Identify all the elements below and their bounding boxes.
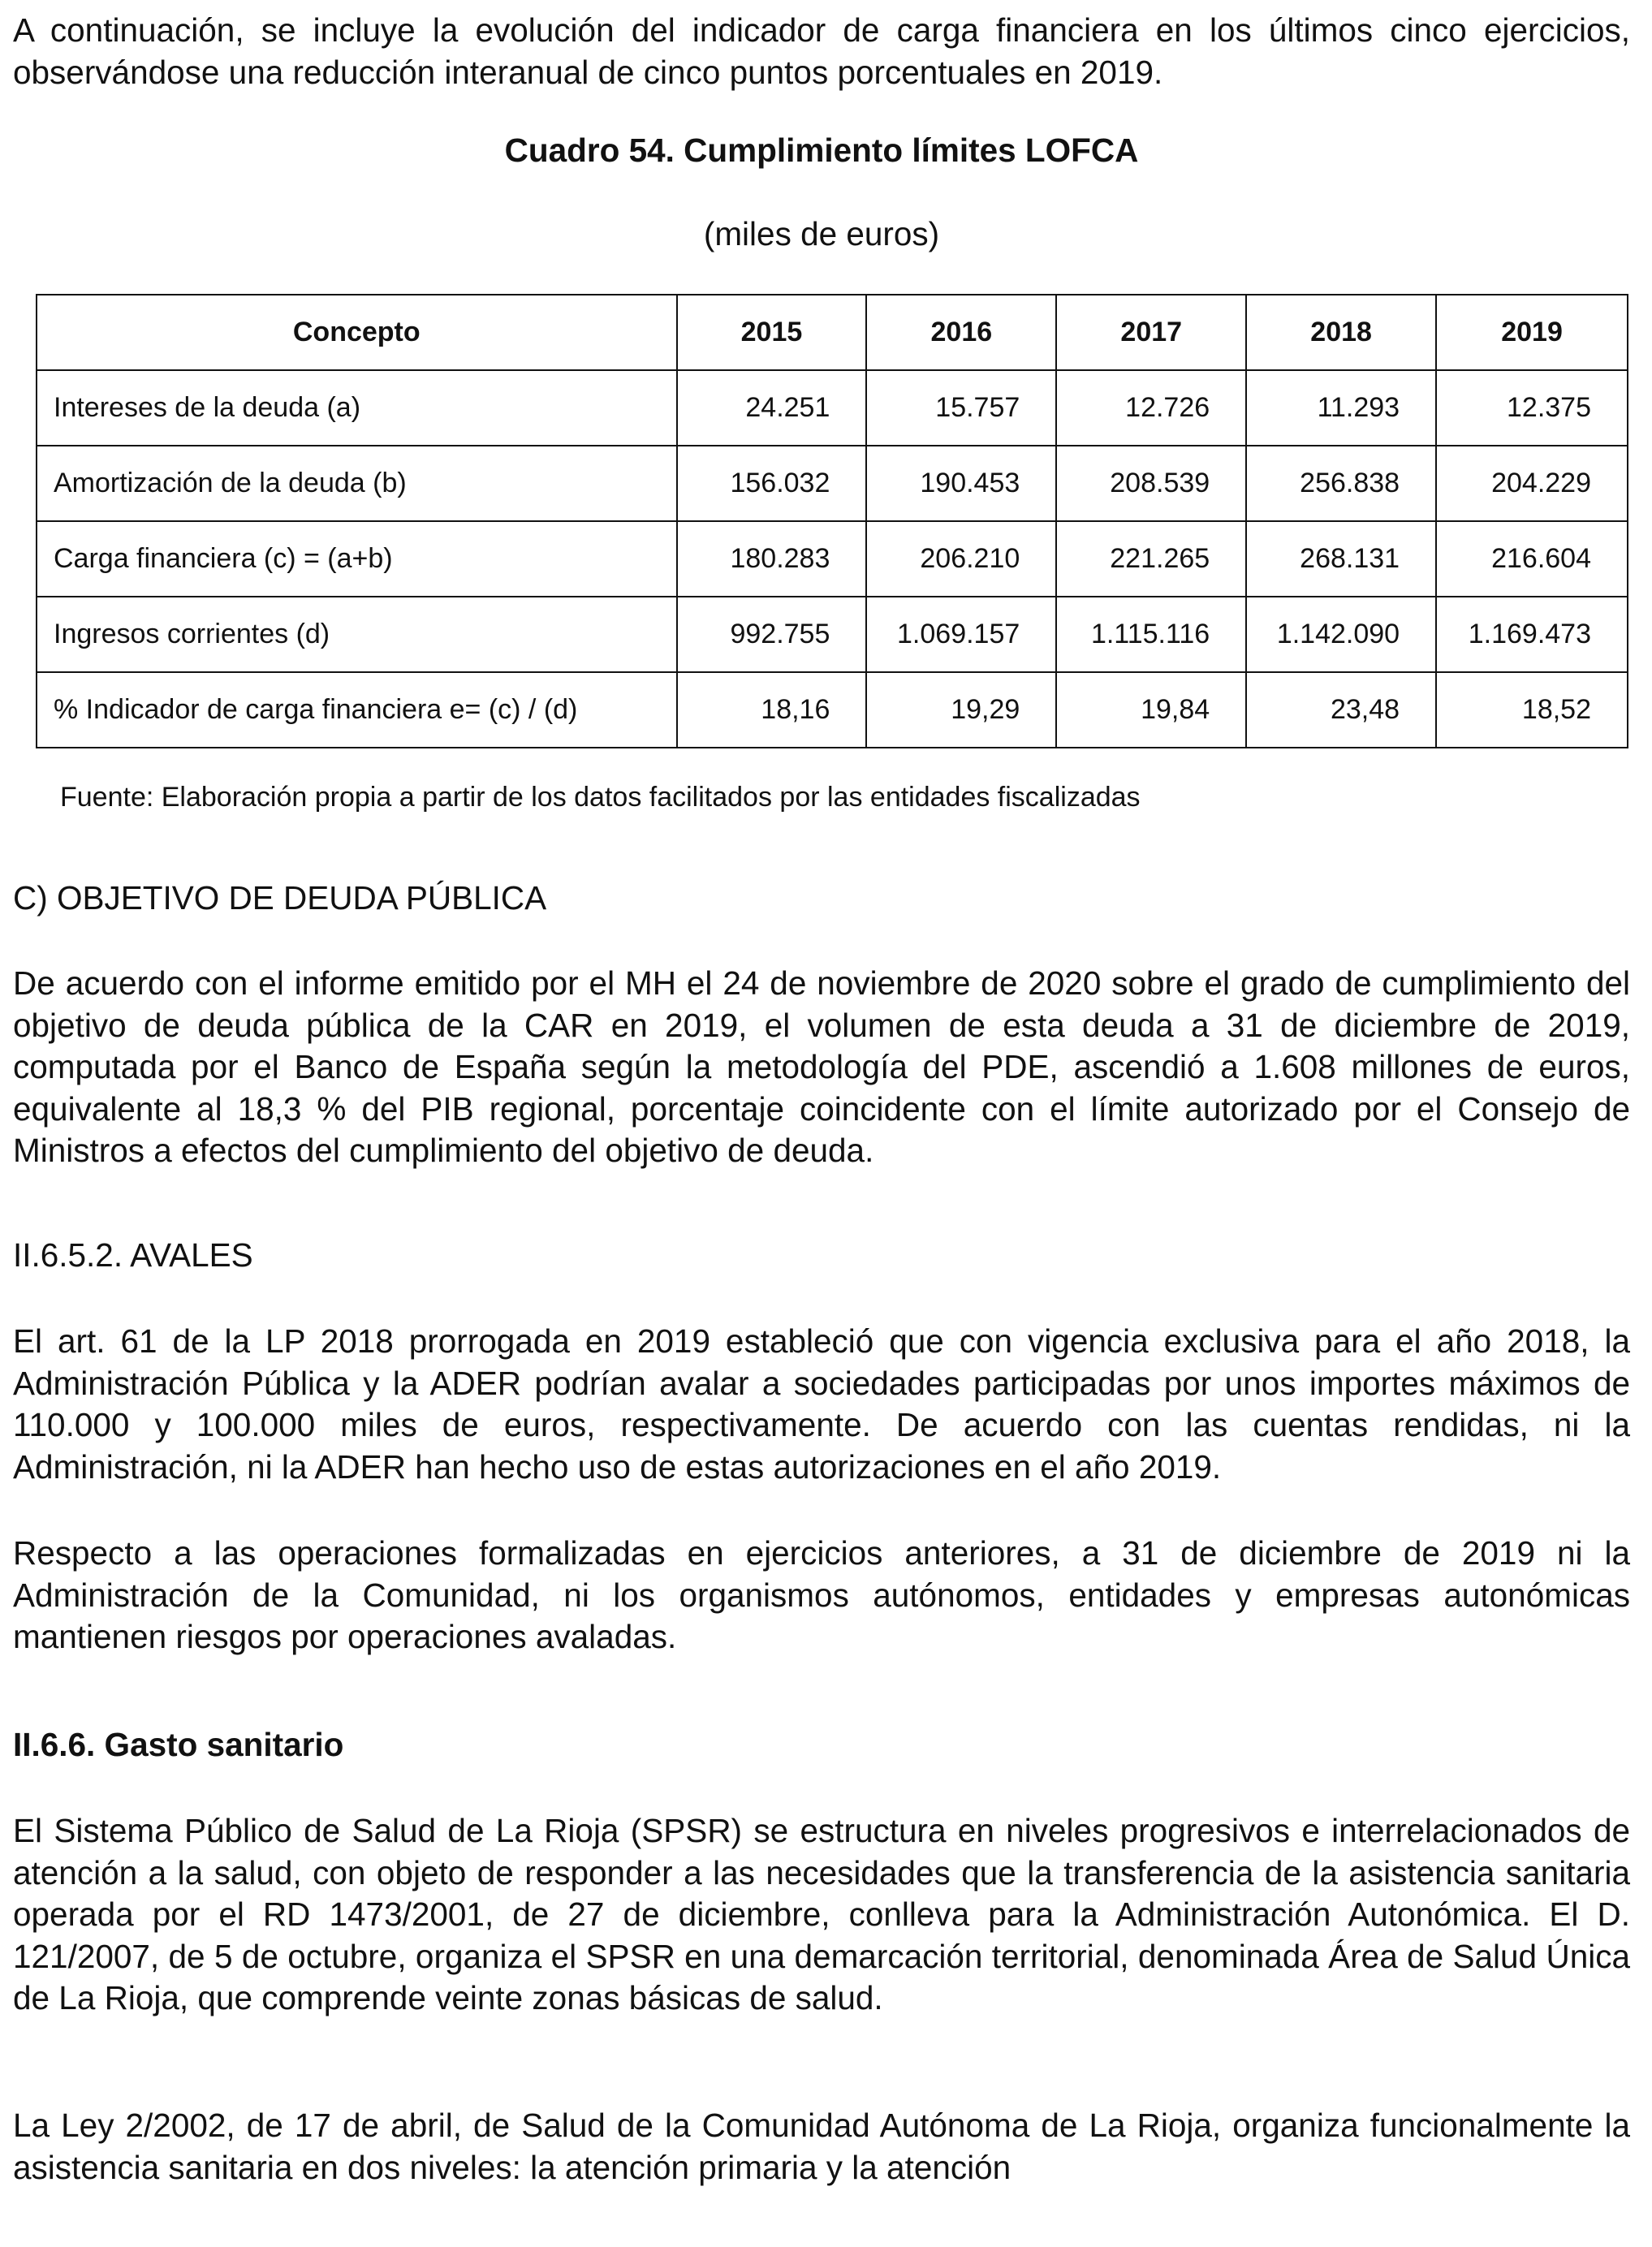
lofca-table [36, 294, 1628, 748]
table-cell: 1.069.157 [866, 597, 1056, 672]
table-source-note: Fuente: Elaboración propia a partir de los datos facilitados por las entidades fiscalizadas [60, 782, 1141, 813]
row-label: Intereses de la deuda (a) [37, 370, 677, 446]
table-cell: 18,16 [677, 672, 867, 748]
gasto-paragraph-2: La Ley 2/2002, de 17 de abril, de Salud de la Comunidad Autónoma de La Rioja, organiza funcionalmente la asistencia sanitaria en dos niveles: la atención primaria y la atención [13, 2107, 1630, 2186]
table-cell: 180.283 [677, 521, 867, 597]
table-cell: 11.293 [1246, 370, 1436, 446]
header-concepto: Concepto [37, 295, 677, 370]
table-cell: 190.453 [866, 446, 1056, 521]
table-cell: 1.142.090 [1246, 597, 1436, 672]
table-cell: 19,84 [1056, 672, 1246, 748]
section-heading-deuda: C) OBJETIVO DE DEUDA PÚBLICA [13, 879, 547, 916]
header-year: 2016 [866, 295, 1056, 370]
avales-paragraph-1: El art. 61 de la LP 2018 prorrogada en 2019 estableció que con vigencia exclusiva para el año 2018, la Administración Pública y la ADER podrían avalar a sociedades participadas por unos importes máximos de 110.000 y 100.000 miles de euros, respectivamente. De acuerdo con las cuentas rendidas, ni la Administración, ni la ADER han hecho uso de estas autorizaciones en el año 2019. [13, 1322, 1630, 1486]
table-cell: 18,52 [1436, 672, 1628, 748]
table-cell: 12.375 [1436, 370, 1628, 446]
table-row [37, 521, 1628, 597]
table-cell: 268.131 [1246, 521, 1436, 597]
table-cell: 1.115.116 [1056, 597, 1246, 672]
table-row [37, 446, 1628, 521]
table-row [37, 370, 1628, 446]
section-heading-avales: II.6.5.2. AVALES [13, 1236, 253, 1274]
table-cell: 206.210 [866, 521, 1056, 597]
table-header-row [37, 295, 1628, 370]
deuda-paragraph: De acuerdo con el informe emitido por el MH el 24 de noviembre de 2020 sobre el grado de cumplimiento del objetivo de deuda pública de la CAR en 2019, el volumen de esta deuda a 31 de diciembre de 2019, computada por el Banco de España según la metodología del PDE, ascendió a 1.608 millones de euros, equivalente al 18,3 % del PIB regional, porcentaje coincidente con el límite autorizado por el Consejo de Ministros a efectos del cumplimiento del objetivo de deuda. [13, 964, 1630, 1169]
avales-paragraph-2: Respecto a las operaciones formalizadas en ejercicios anteriores, a 31 de diciembre de 2019 ni la Administración de la Comunidad, ni los organismos autónomos, entidades y empresas autonómicas mantienen riesgos por operaciones avaladas. [13, 1534, 1630, 1655]
gasto-paragraph-1: El Sistema Público de Salud de La Rioja (SPSR) se estructura en niveles progresivos e interrelacionados de atención a la salud, con objeto de responder a las necesidades que la transferencia de la asistencia sanitaria operada por el RD 1473/2001, de 27 de diciembre, conlleva para la Administración Autonómica. El D. 121/2007, de 5 de octubre, organiza el SPSR en una demarcación territorial, denominada Área de Salud Única de La Rioja, que comprende veinte zonas básicas de salud. [13, 1812, 1630, 2016]
table-units: (miles de euros) [703, 215, 940, 252]
table-cell: 12.726 [1056, 370, 1246, 446]
table-cell: 216.604 [1436, 521, 1628, 597]
table-row [37, 597, 1628, 672]
table-row [37, 672, 1628, 748]
table-cell: 15.757 [866, 370, 1056, 446]
header-year: 2015 [677, 295, 867, 370]
table-cell: 221.265 [1056, 521, 1246, 597]
table-cell: 24.251 [677, 370, 867, 446]
table-cell: 204.229 [1436, 446, 1628, 521]
section-heading-gasto-sanitario: II.6.6. Gasto sanitario [13, 1726, 344, 1763]
table-cell: 19,29 [866, 672, 1056, 748]
header-year: 2018 [1246, 295, 1436, 370]
header-year: 2019 [1436, 295, 1628, 370]
row-label: Amortización de la deuda (b) [37, 446, 677, 521]
table-cell: 256.838 [1246, 446, 1436, 521]
header-year: 2017 [1056, 295, 1246, 370]
intro-paragraph: A continuación, se incluye la evolución del indicador de carga financiera en los últimos cinco ejercicios, observándose una reducción interanual de cinco puntos porcentuales en 2019. [13, 11, 1630, 91]
row-label: Carga financiera (c) = (a+b) [37, 521, 677, 597]
table-cell: 992.755 [677, 597, 867, 672]
table-cell: 1.169.473 [1436, 597, 1628, 672]
table-cell: 23,48 [1246, 672, 1436, 748]
table-cell: 156.032 [677, 446, 867, 521]
row-label: Ingresos corrientes (d) [37, 597, 677, 672]
row-label: % Indicador de carga financiera e= (c) / (d) [37, 672, 677, 748]
table-caption: Cuadro 54. Cumplimiento límites LOFCA [504, 132, 1139, 169]
table-cell: 208.539 [1056, 446, 1246, 521]
